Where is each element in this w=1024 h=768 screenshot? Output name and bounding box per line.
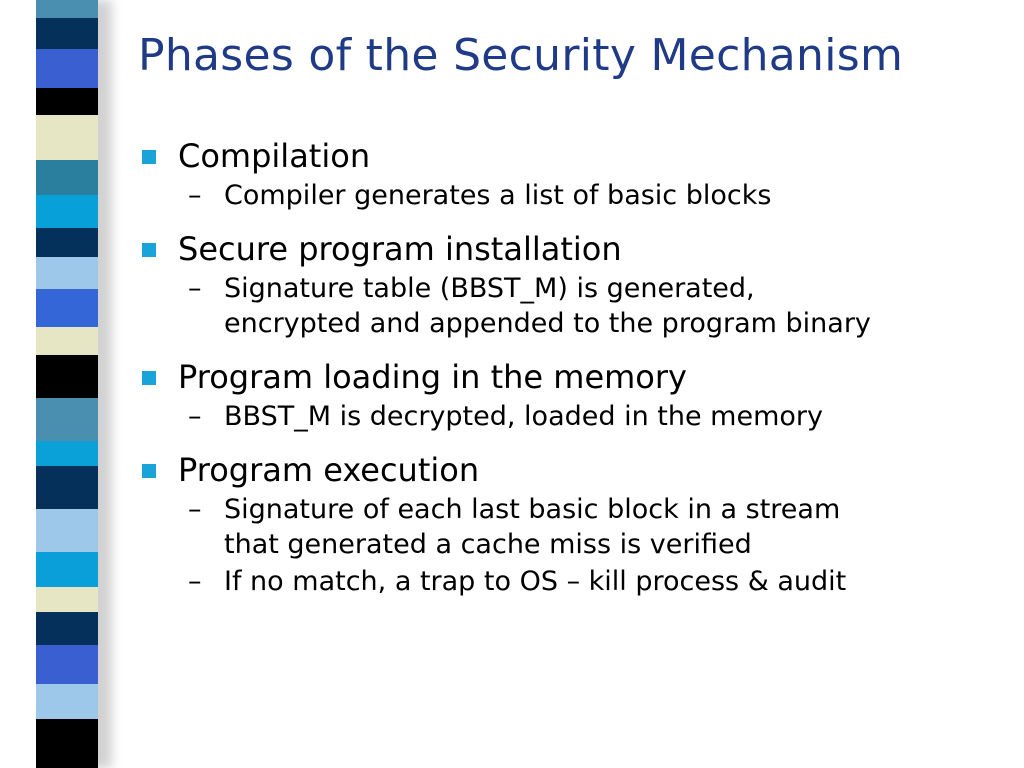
- stripe: [36, 612, 98, 645]
- sub-bullet-item: [140, 399, 1010, 434]
- bullet-item: [140, 357, 1010, 397]
- dash-bullet-icon: –: [188, 401, 202, 432]
- slide-title: Phases of the Security Mechanism: [138, 30, 904, 81]
- sub-bullet-text: Compiler generates a list of basic blocks: [224, 180, 772, 211]
- dash-bullet-icon: –: [188, 494, 202, 525]
- stripe: [36, 160, 98, 195]
- stripe: [36, 645, 98, 684]
- bullet-item: [140, 450, 1010, 490]
- bullet-label: Program loading in the memory: [178, 358, 687, 396]
- sub-bullet-text: If no match, a trap to OS – kill process & audit: [224, 566, 847, 597]
- stripe: [36, 509, 98, 552]
- sub-bullet-text: Signature of each last basic block in a stream that generated a cache miss is verified: [224, 494, 841, 560]
- dash-bullet-icon: –: [188, 273, 202, 304]
- stripe: [36, 398, 98, 441]
- sub-bullet-item: [140, 492, 1010, 562]
- dash-bullet-icon: –: [188, 180, 202, 211]
- stripe: [36, 289, 98, 328]
- stripe: [36, 49, 98, 88]
- square-bullet-icon: [142, 464, 156, 478]
- stripe: [36, 195, 98, 228]
- dash-bullet-icon: –: [188, 566, 202, 597]
- sub-bullet-text: Signature table (BBST_M) is generated, encrypted and appended to the program binary: [224, 273, 871, 339]
- stripe: [36, 684, 98, 719]
- sub-bullet-item: [140, 178, 1010, 213]
- stripe: [36, 115, 98, 160]
- square-bullet-icon: [142, 150, 156, 164]
- stripe: [36, 552, 98, 587]
- stripe: [36, 327, 98, 354]
- decorative-stripe-bar: [36, 0, 98, 768]
- stripe: [36, 719, 98, 768]
- bullet-label: Compilation: [178, 137, 371, 175]
- bullet-label: Program execution: [178, 451, 480, 489]
- stripe: [36, 587, 98, 612]
- bullet-list: [140, 136, 1010, 599]
- stripe: [36, 228, 98, 257]
- stripe: [36, 466, 98, 509]
- bullet-item: [140, 136, 1010, 176]
- stripe: [36, 355, 98, 398]
- stripe: [36, 18, 98, 49]
- sub-bullet-item: [140, 564, 1010, 599]
- bullet-item: [140, 229, 1010, 269]
- stripe: [36, 0, 98, 18]
- stripe: [36, 441, 98, 466]
- square-bullet-icon: [142, 371, 156, 385]
- sub-bullet-item: [140, 271, 1010, 341]
- bullet-label: Secure program installation: [178, 230, 622, 268]
- square-bullet-icon: [142, 243, 156, 257]
- stripe: [36, 257, 98, 288]
- stripe: [36, 88, 98, 115]
- sub-bullet-text: BBST_M is decrypted, loaded in the memory: [224, 401, 823, 432]
